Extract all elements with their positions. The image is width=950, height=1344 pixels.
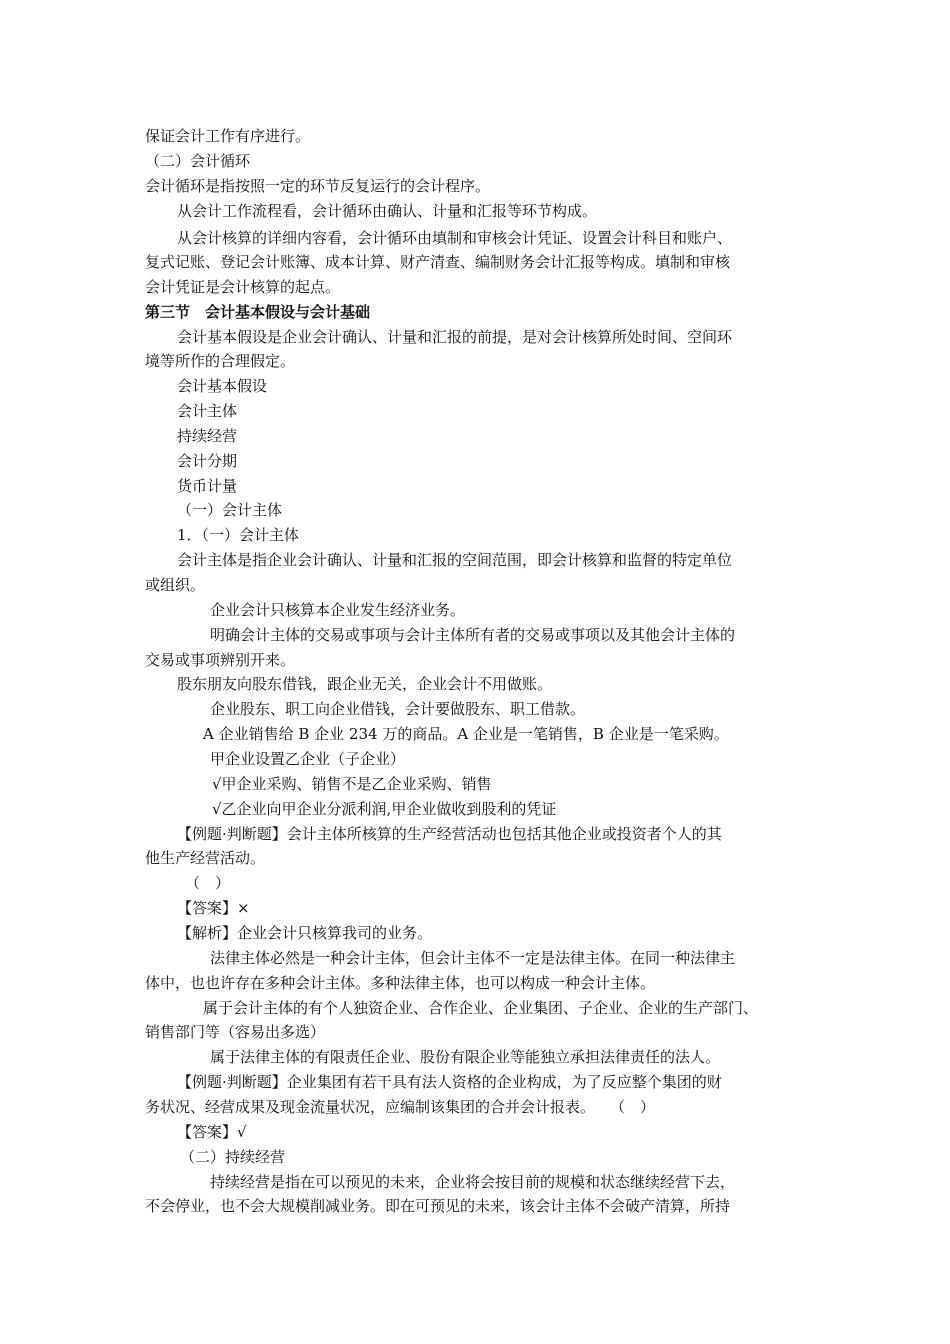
text-line: 属于法律主体的有限责任企业、股份有限企业等能独立承担法律责任的法人。 (210, 1048, 721, 1066)
text-line: A 企业销售给 B 企业 234 万的商品。A 企业是一笔销售，B 企业是一笔采购。 (203, 725, 729, 743)
text-line: 会计主体是指企业会计确认、计量和汇报的空间范围，即会计核算和监督的特定单位 (177, 551, 733, 569)
subheading: （一）会计主体 (177, 501, 283, 519)
text-line: √甲企业采购、销售不是乙企业采购、销售 (212, 775, 492, 793)
text-line: 股东朋友向股东借钱，跟企业无关，企业会计不用做账。 (177, 675, 553, 693)
text-line: 从会计核算的详细内容看，会计循环由填制和审核会计凭证、设置会计科目和账户、 (177, 229, 733, 247)
text-line: 复式记账、登记会计账簿、成本计算、财产清查、编制财务会计汇报等构成。填制和审核 (145, 253, 731, 271)
list-item: 会计主体 (177, 402, 238, 420)
text-line: 保证会计工作有序进行。 (145, 127, 311, 145)
text-line: 会计循环是指按照一定的环节反复运行的会计程序。 (145, 177, 491, 195)
text-line: 不会停业，也不会大规模削减业务。即在可预见的未来，该会计主体不会破产清算，所持 (145, 1197, 731, 1215)
list-item: 持续经营 (177, 427, 238, 445)
section-heading: 第三节 会计基本假设与会计基础 (145, 303, 371, 321)
text-line: 会计凭证是会计核算的起点。 (145, 278, 341, 296)
text-line: 法律主体必然是一种会计主体，但会计主体不一定是法律主体。在同一种法律主 (210, 949, 736, 967)
text-line: 境等所作的合理假定。 (145, 352, 296, 370)
text-line: 【解析】企业会计只核算我司的业务。 (177, 924, 433, 942)
text-line: 企业会计只核算本企业发生经济业务。 (210, 601, 466, 619)
text-line: 或组织。 (145, 576, 206, 594)
text-line: 【答案】× (177, 899, 250, 917)
subheading: 1．（一）会计主体 (177, 526, 300, 544)
list-item: 货币计量 (177, 477, 238, 495)
subheading: （二）会计循环 (145, 152, 251, 170)
text-line: 【答案】√ (177, 1123, 247, 1141)
text-line: 明确会计主体的交易或事项与会计主体所有者的交易或事项以及其他会计主体的 (210, 626, 736, 644)
text-line: 属于会计主体的有个人独资企业、合作企业、企业集团、子企业、企业的生产部门、 (203, 999, 759, 1017)
text-line: √乙企业向甲企业分派利润,甲企业做收到股利的凭证 (212, 800, 557, 818)
text-line: 销售部门等（容易出多选） (145, 1023, 326, 1041)
text-line: （ ） (185, 874, 231, 892)
text-line: 他生产经营活动。 (145, 849, 266, 867)
list-item: 会计分期 (177, 452, 238, 470)
text-line: 【例题·判断题】会计主体所核算的生产经营活动也包括其他企业或投资者个人的其 (177, 825, 722, 843)
text-line: 【例题·判断题】企业集团有若干具有法人资格的企业构成，为了反应整个集团的财 (177, 1073, 722, 1091)
text-line: 会计基本假设是企业会计确认、计量和汇报的前提，是对会计核算所处时间、空间环 (177, 328, 733, 346)
text-line: 会计基本假设 (177, 377, 268, 395)
text-line: 甲企业设置乙企业（子企业） (210, 750, 406, 768)
text-line: 交易或事项辨别开来。 (145, 651, 296, 669)
text-line: 务状况、经营成果及现金流量状况，应编制该集团的合并会计报表。 （ ） (145, 1098, 656, 1116)
text-line: 体中，也也许存在多种会计主体。多种法律主体，也可以构成一种会计主体。 (145, 974, 656, 992)
text-line: 企业股东、职工向企业借钱，会计要做股东、职工借款。 (210, 700, 586, 718)
subheading: （二）持续经营 (180, 1148, 286, 1166)
text-line: 从会计工作流程看，会计循环由确认、计量和汇报等环节构成。 (177, 202, 598, 220)
text-line: 持续经营是指在可以预见的未来，企业将会按目前的规模和状态继续经营下去， (210, 1173, 736, 1191)
